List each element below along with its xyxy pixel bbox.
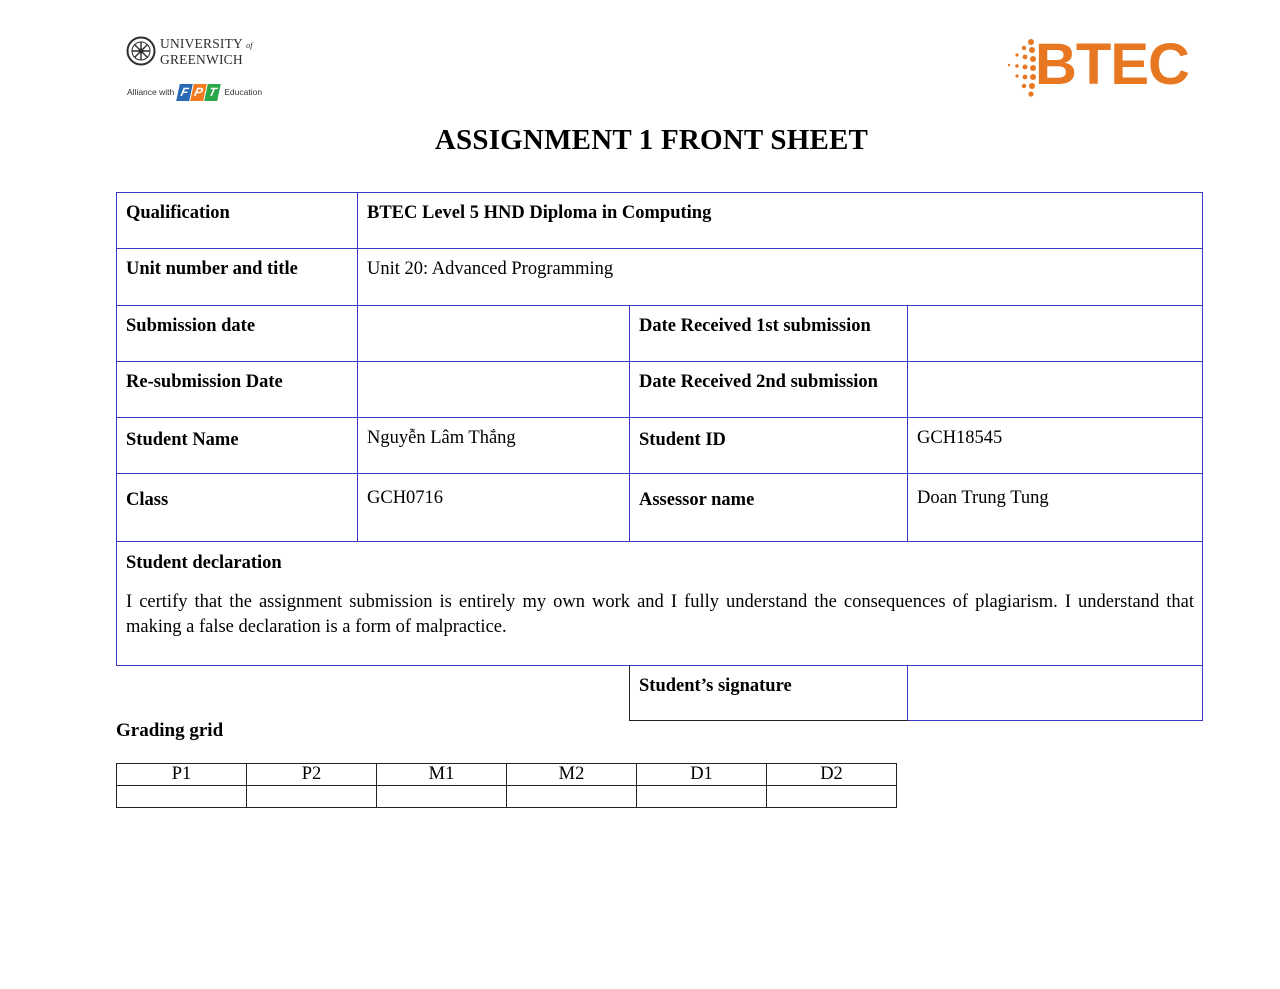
assessor-value: Doan Trung Tung — [917, 488, 1049, 508]
university-of-greenwich-logo — [126, 36, 266, 106]
date-received-1-field[interactable] — [908, 306, 1202, 322]
grading-header-row — [117, 764, 897, 786]
declaration-label: Student declaration — [126, 553, 282, 573]
btec-dots-icon — [1000, 36, 1040, 100]
student-name-label: Student Name — [126, 430, 239, 450]
student-id-value: GCH18545 — [917, 428, 1003, 448]
grade-m1-cell[interactable] — [377, 786, 507, 808]
btec-wordmark: BTEC — [1035, 32, 1189, 97]
fpt-logo: F P T — [178, 84, 220, 101]
class-label: Class — [126, 490, 169, 510]
grade-m2-cell[interactable] — [507, 786, 637, 808]
university-name: UNIVERSITY of GREENWICH — [160, 36, 253, 67]
submission-date-field[interactable] — [358, 306, 629, 322]
date-received-1-label: Date Received 1st submission — [639, 316, 871, 336]
grading-grid-title: Grading grid — [116, 720, 224, 741]
grade-p1-cell[interactable] — [117, 786, 247, 808]
criterion-d1: D1 — [637, 764, 767, 786]
grade-d1-cell[interactable] — [637, 786, 767, 808]
signature-label: Student’s signature — [639, 676, 792, 696]
qualification-value: BTEC Level 5 HND Diploma in Computing — [367, 203, 712, 223]
unit-label: Unit number and title — [126, 259, 298, 279]
criterion-p1: P1 — [117, 764, 247, 786]
submission-date-label: Submission date — [126, 316, 256, 336]
date-received-2-field[interactable] — [908, 362, 1202, 378]
criterion-p2: P2 — [247, 764, 377, 786]
date-received-2-label: Date Received 2nd submission — [639, 372, 878, 392]
grading-value-row — [117, 786, 897, 808]
resubmission-date-label: Re-submission Date — [126, 372, 283, 392]
grading-grid — [116, 763, 897, 808]
assessor-label: Assessor name — [639, 490, 755, 510]
criterion-m1: M1 — [377, 764, 507, 786]
resubmission-date-field[interactable] — [358, 362, 629, 378]
greenwich-seal-icon — [126, 36, 156, 66]
declaration-text: I certify that the assignment submission is entirely my own work and I fully understand the consequences of plagiarism. I understand that making a false declaration is a form of malpractice. — [126, 592, 1194, 637]
grade-p2-cell[interactable] — [247, 786, 377, 808]
grade-d2-cell[interactable] — [767, 786, 897, 808]
unit-value: Unit 20: Advanced Programming — [367, 259, 614, 279]
student-id-label: Student ID — [639, 430, 726, 450]
criterion-m2: M2 — [507, 764, 637, 786]
signature-field[interactable] — [908, 666, 1202, 720]
class-value: GCH0716 — [367, 488, 444, 508]
qualification-label: Qualification — [126, 203, 230, 223]
criterion-d2: D2 — [767, 764, 897, 786]
page-title: ASSIGNMENT 1 FRONT SHEET — [434, 124, 869, 156]
alliance-line: Alliance with F P T Education — [127, 84, 263, 99]
btec-logo — [1000, 32, 1200, 100]
student-name-value: Nguyễn Lâm Thắng — [367, 428, 516, 448]
